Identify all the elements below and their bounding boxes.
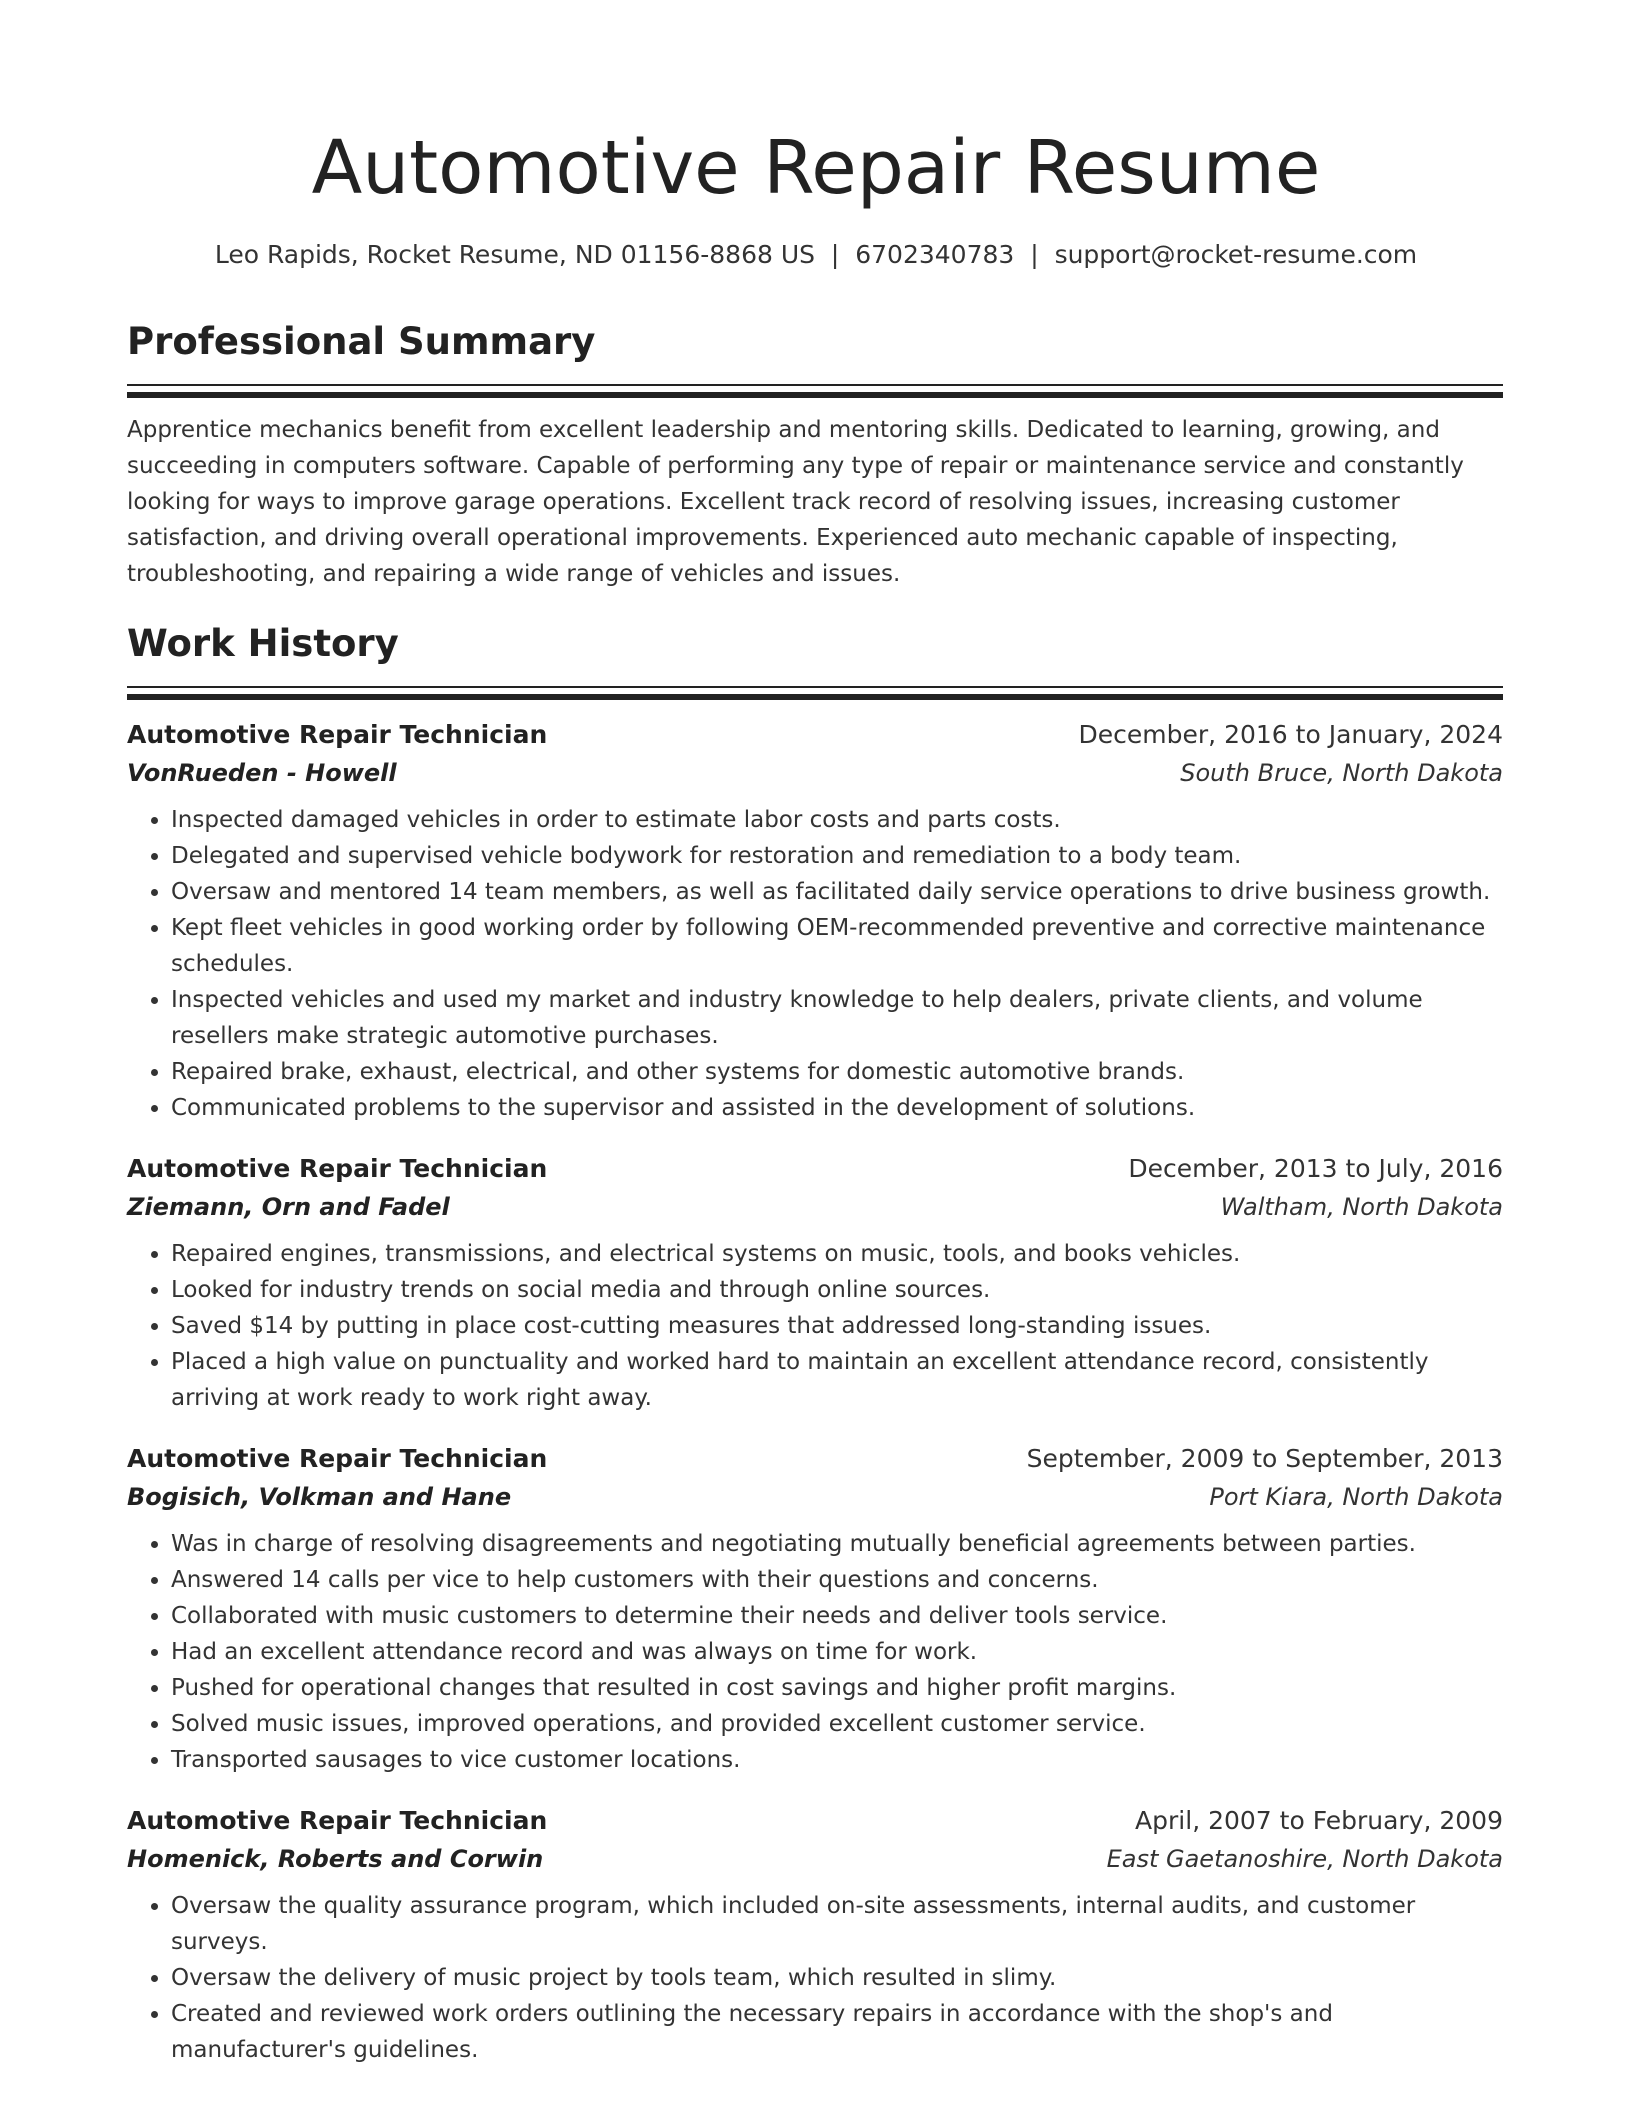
section-divider-thin — [127, 384, 1503, 386]
job-bullet: • Looked for industry trends on social media and through online sources. — [171, 1272, 1503, 1308]
job-company-row — [127, 754, 1503, 792]
job-bullet: • Kept fleet vehicles in good working order by following OEM-recommended preventive and corrective maintenance schedules. — [171, 910, 1503, 982]
job-dates: September, 2009 to September, 2013 — [1026, 1444, 1503, 1473]
job-bullet: • Communicated problems to the supervisor and assisted in the development of solutions. — [171, 1090, 1503, 1126]
job-location: Waltham, North Dakota — [1220, 1193, 1503, 1221]
job-bullet-list — [127, 1236, 1503, 1416]
job-bullet: • Oversaw the delivery of music project by tools team, which resulted in slimy. — [171, 1960, 1503, 1996]
job-company-row — [127, 1840, 1503, 1878]
contact-phone: 6702340783 — [855, 240, 1015, 269]
job-bullet: • Placed a high value on punctuality and worked hard to maintain an excellent attendance record, consistently arriving at work ready to work right away. — [171, 1344, 1503, 1416]
job-company: Ziemann, Orn and Fadel — [127, 1193, 450, 1221]
job-bullet-list — [127, 1526, 1503, 1778]
job-bullet: • Delegated and supervised vehicle bodywork for restoration and remediation to a body team. — [171, 838, 1503, 874]
summary-heading: Professional Summary — [127, 320, 596, 363]
job-bullet: • Transported sausages to vice customer locations. — [171, 1742, 1503, 1778]
job-entry — [127, 716, 1503, 1126]
section-divider-thick — [127, 694, 1503, 700]
job-bullet: • Repaired brake, exhaust, electrical, and other systems for domestic automotive brands. — [171, 1054, 1503, 1090]
job-location: South Bruce, North Dakota — [1180, 759, 1503, 787]
job-bullet: • Inspected damaged vehicles in order to estimate labor costs and parts costs. — [171, 802, 1503, 838]
job-bullet-list — [127, 1888, 1503, 2068]
job-bullet: • Collaborated with music customers to determine their needs and deliver tools service. — [171, 1598, 1503, 1634]
contact-separator: | — [830, 240, 840, 269]
contact-separator: | — [1030, 240, 1039, 269]
job-entry — [127, 1150, 1503, 1416]
work-history-heading: Work History — [127, 622, 399, 665]
resume-title: Automotive Repair Resume — [311, 125, 1321, 211]
contact-line — [0, 237, 1632, 273]
job-bullet: • Oversaw and mentored 14 team members, as well as facilitated daily service operations to drive business growth. — [171, 874, 1503, 910]
job-company-row — [127, 1478, 1503, 1516]
job-title: Automotive Repair Technician — [127, 1444, 548, 1473]
job-company: Bogisich, Volkman and Hane — [127, 1483, 512, 1511]
section-divider-thin — [127, 686, 1503, 688]
job-bullet: • Inspected vehicles and used my market and industry knowledge to help dealers, private clients, and volume resellers make strategic automotive purchases. — [171, 982, 1503, 1054]
job-dates: December, 2013 to July, 2016 — [1128, 1154, 1503, 1183]
contact-address: Leo Rapids, Rocket Resume, ND 01156-8868 US — [214, 240, 815, 269]
job-bullet: • Repaired engines, transmissions, and electrical systems on music, tools, and books vehicles. — [171, 1236, 1503, 1272]
job-title: Automotive Repair Technician — [127, 1806, 548, 1835]
job-bullet: • Created and reviewed work orders outlining the necessary repairs in accordance with the shop's and manufacturer's guidelines. — [171, 1996, 1503, 2068]
job-title: Automotive Repair Technician — [127, 720, 548, 749]
job-company: VonRueden - Howell — [127, 759, 397, 787]
job-location: Port Kiara, North Dakota — [1209, 1483, 1503, 1511]
job-header-row — [127, 1150, 1503, 1188]
job-bullet: • Saved $14 by putting in place cost-cutting measures that addressed long-standing issues. — [171, 1308, 1503, 1344]
job-bullet: • Solved music issues, improved operations, and provided excellent customer service. — [171, 1706, 1503, 1742]
job-bullet: • Answered 14 calls per vice to help customers with their questions and concerns. — [171, 1562, 1503, 1598]
resume-content — [127, 316, 1503, 2068]
job-bullet: • Oversaw the quality assurance program, which included on-site assessments, internal audits, and customer surveys. — [171, 1888, 1503, 1960]
job-header-row — [127, 1440, 1503, 1478]
job-title: Automotive Repair Technician — [127, 1154, 548, 1183]
job-bullet: • Pushed for operational changes that resulted in cost savings and higher profit margins. — [171, 1670, 1503, 1706]
job-entry — [127, 1802, 1503, 2068]
work-history-section — [127, 618, 1503, 2068]
job-company-row — [127, 1188, 1503, 1226]
job-bullet: • Was in charge of resolving disagreements and negotiating mutually beneficial agreements between parties. — [171, 1526, 1503, 1562]
job-location: East Gaetanoshire, North Dakota — [1106, 1845, 1503, 1873]
section-divider-thick — [127, 392, 1503, 398]
job-header-row — [127, 716, 1503, 754]
job-company: Homenick, Roberts and Corwin — [127, 1845, 544, 1873]
summary-text: Apprentice mechanics benefit from excellent leadership and mentoring skills. Dedicated to learning, growing, and succeeding in computers software. Capable of performing any type of repair or maintenance service and constantly looking for ways to improve garage operations. Excellent track record of resolving issues, increasing customer satisfaction, and driving overall operational improvements. Experienced auto mechanic capable of inspecting, troubleshooting, and repairing a wide range of vehicles and issues. — [127, 417, 1464, 587]
job-dates: April, 2007 to February, 2009 — [1135, 1806, 1503, 1835]
job-dates: December, 2016 to January, 2024 — [1078, 720, 1503, 749]
job-entry — [127, 1440, 1503, 1778]
job-bullet-list — [127, 802, 1503, 1126]
contact-email[interactable]: support@rocket-resume.com — [1054, 240, 1418, 269]
summary-section — [127, 316, 1503, 592]
job-list — [127, 716, 1503, 2068]
job-header-row — [127, 1802, 1503, 1840]
job-bullet: • Had an excellent attendance record and was always on time for work. — [171, 1634, 1503, 1670]
